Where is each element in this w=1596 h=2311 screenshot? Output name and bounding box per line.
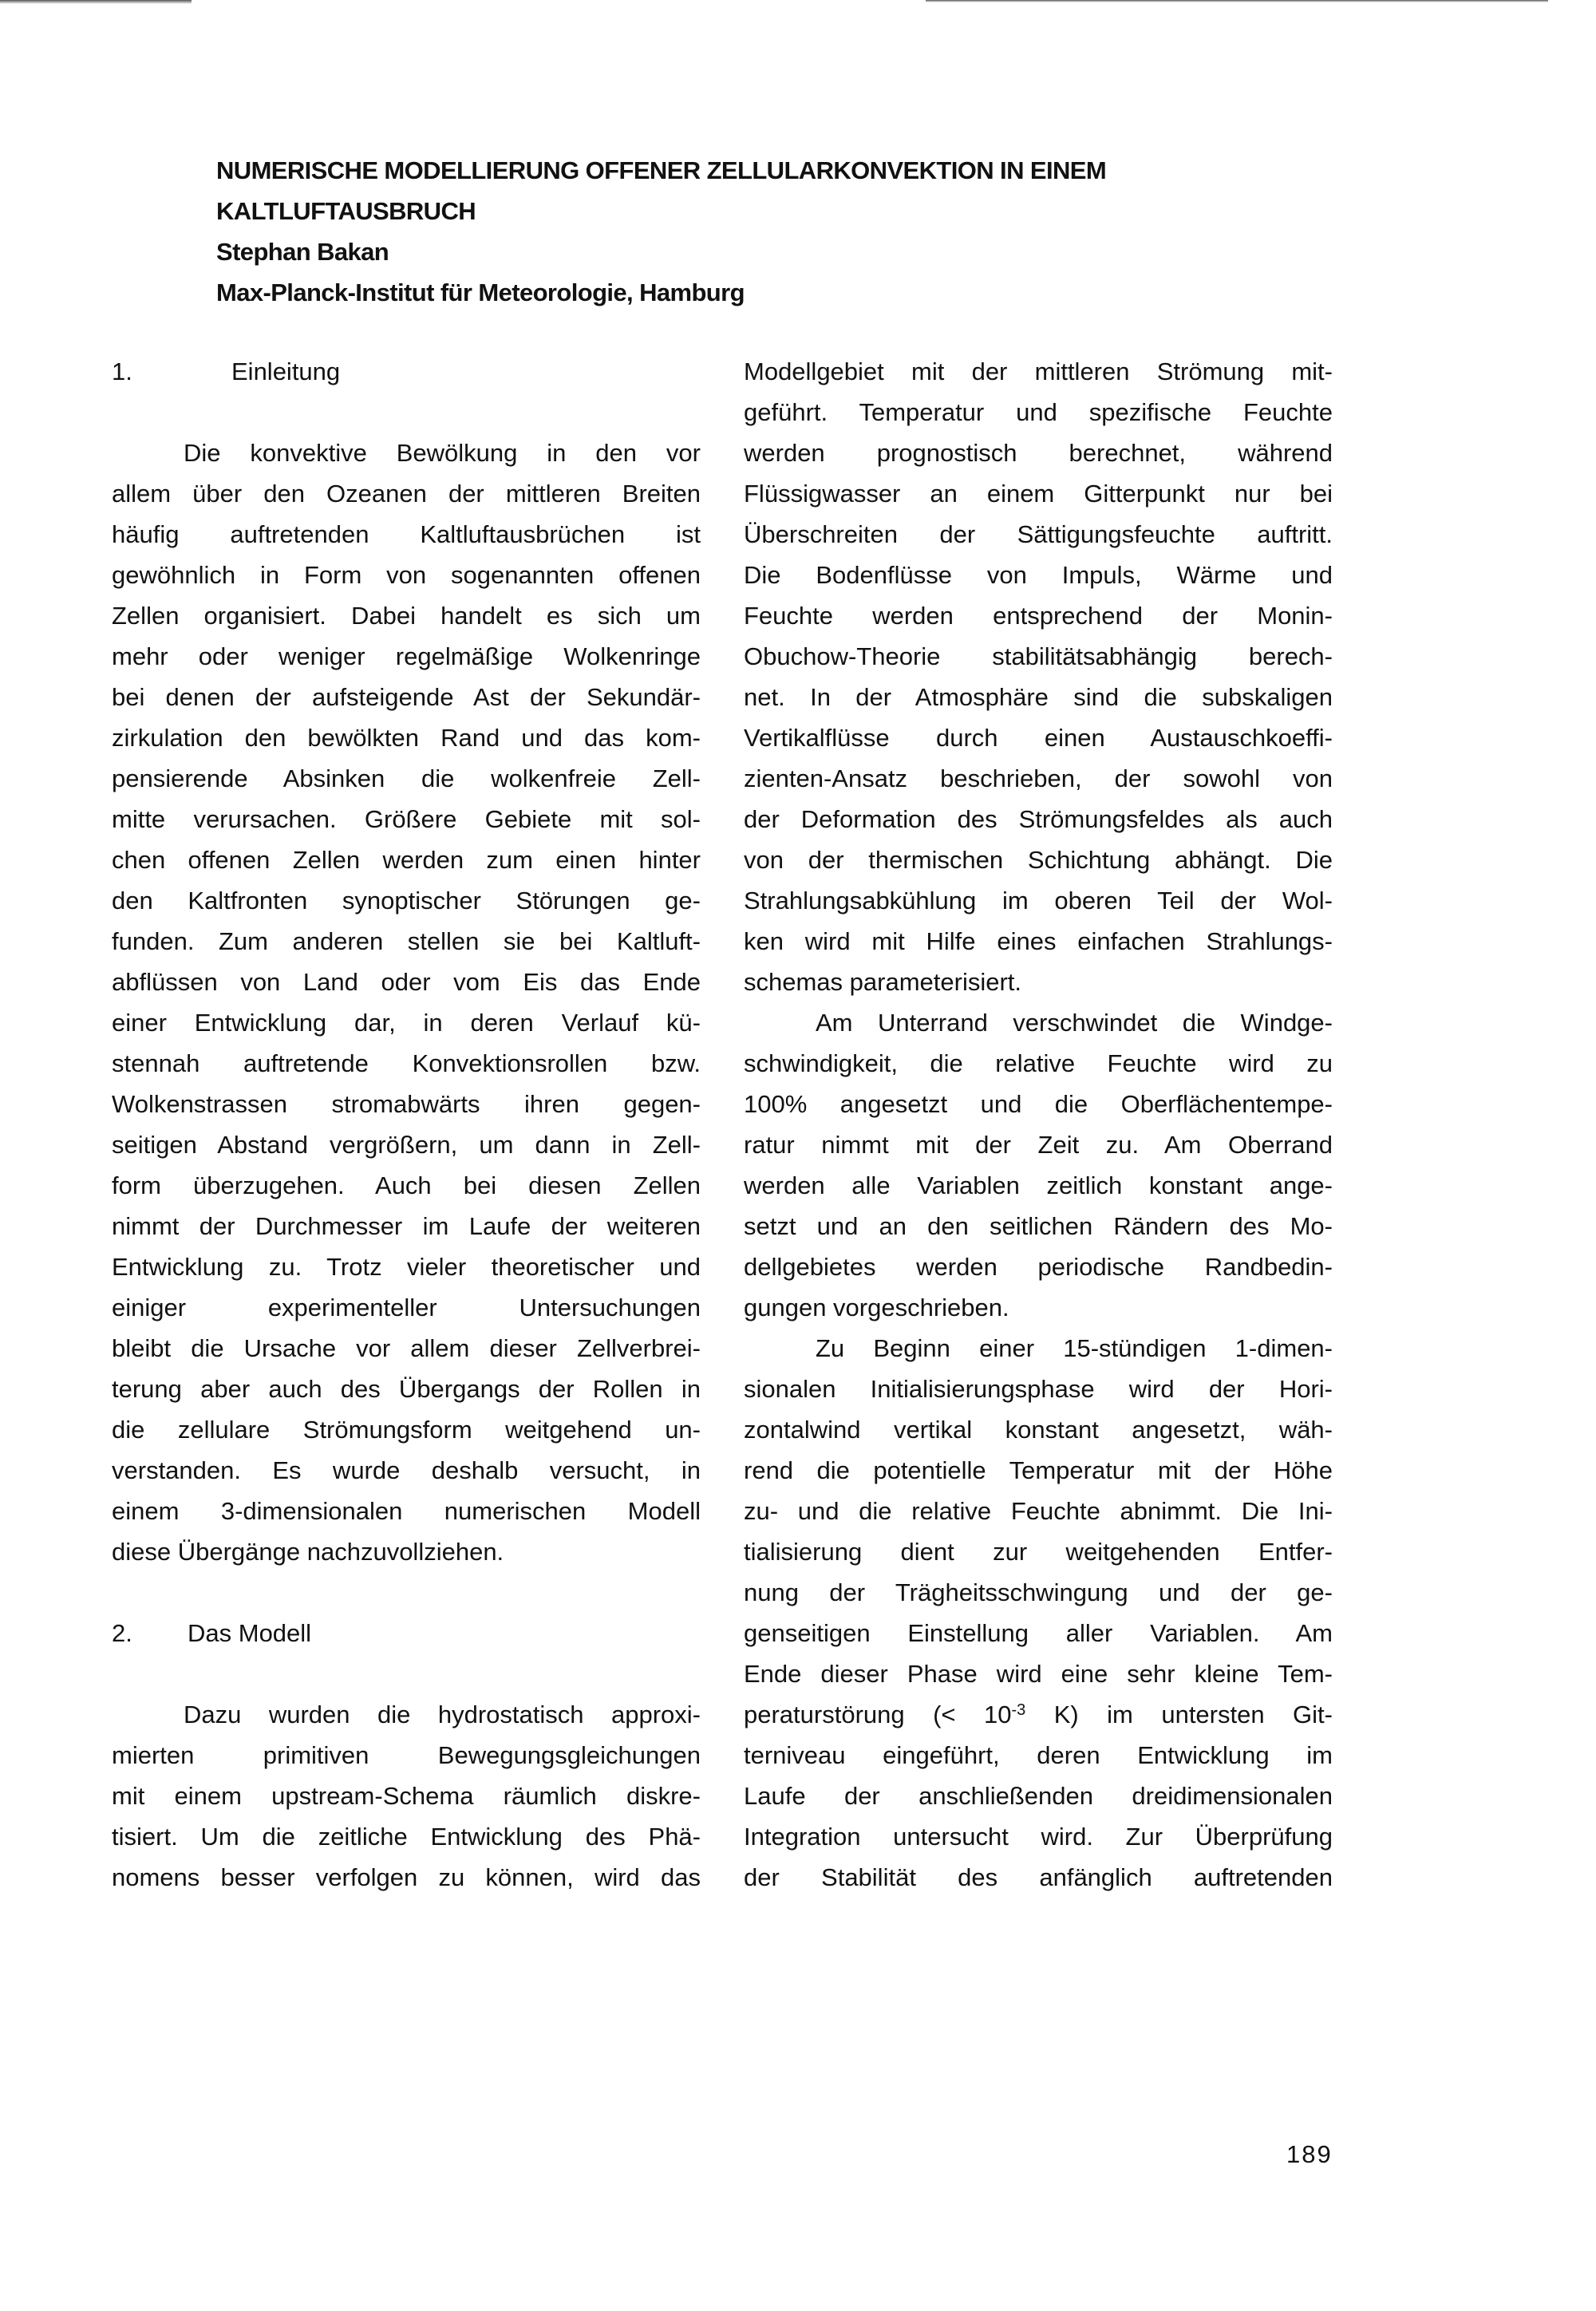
text-line: dellgebietes werden periodische Randbedin- <box>744 1253 1333 1281</box>
text-line: Modellgebiet mit der mittleren Strömung mit- <box>744 358 1333 385</box>
text-segment: K) im untersten Git- <box>1025 1701 1333 1728</box>
section-title: Einleitung <box>231 358 341 385</box>
section-title: Das Modell <box>188 1619 312 1647</box>
text-line: funden. Zum anderen stellen sie bei Kaltluft- <box>112 927 701 955</box>
text-line: häufig auftretenden Kaltluftausbrüchen ist <box>112 520 701 548</box>
text-line: form überzugehen. Auch bei diesen Zellen <box>112 1171 701 1199</box>
paragraph-model-cont <box>744 351 1333 1002</box>
text-line: nimmt der Durchmesser im Laufe der weiteren <box>112 1212 701 1240</box>
text-line: werden prognostisch berechnet, während <box>744 439 1333 467</box>
text-line: Dazu wurden die hydrostatisch approxi- <box>184 1701 701 1728</box>
text-line: schwindigkeit, die relative Feuchte wird zu <box>744 1049 1333 1077</box>
scan-edge-right <box>926 0 1548 2</box>
text-line: nung der Trägheitsschwingung und der ge- <box>744 1578 1333 1606</box>
text-segment: peraturstörung (< 10 <box>744 1701 1012 1728</box>
text-line: setzt und an den seitlichen Rändern des Mo- <box>744 1212 1333 1240</box>
text-line: schemas parameterisiert. <box>744 968 1022 996</box>
text-line: Zellen organisiert. Dabei handelt es sich um <box>112 602 701 630</box>
paper-affiliation: Max-Planck-Institut für Meteorologie, Hamburg <box>216 279 745 306</box>
text-line: ken wird mit Hilfe eines einfachen Strahlungs- <box>744 927 1333 955</box>
text-line: pensierende Absinken die wolkenfreie Zell- <box>112 764 701 792</box>
right-column <box>744 351 1333 1898</box>
text-line: der Stabilität des anfänglich auftretenden <box>744 1863 1333 1891</box>
text-line: mierten primitiven Bewegungsgleichungen <box>112 1741 701 1769</box>
text-line: Feuchte werden entsprechend der Monin- <box>744 602 1333 630</box>
text-line: bleibt die Ursache vor allem dieser Zellverbrei- <box>112 1334 701 1362</box>
text-line: zu- und die relative Feuchte abnimmt. Die Ini- <box>744 1497 1333 1525</box>
text-line: ratur nimmt mit der Zeit zu. Am Oberrand <box>744 1131 1333 1159</box>
text-line: net. In der Atmosphäre sind die subskaligen <box>744 683 1333 711</box>
text-line: seitigen Abstand vergrößern, um dann in Zell- <box>112 1131 701 1159</box>
text-line: terung aber auch des Übergangs der Rollen in <box>112 1375 701 1403</box>
paragraph-boundary <box>744 1002 1333 1328</box>
text-line: zirkulation den bewölkten Rand und das kom- <box>112 724 701 752</box>
text-line: allem über den Ozeanen der mittleren Breiten <box>112 480 701 508</box>
section-number: 2. <box>112 1619 132 1647</box>
text-line: 100% angesetzt und die Oberflächentempe- <box>744 1090 1333 1118</box>
text-line: sionalen Initialisierungsphase wird der Hori- <box>744 1375 1333 1403</box>
text-line: Die konvektive Bewölkung in den vor <box>184 439 701 467</box>
text-line: Zu Beginn einer 15-stündigen 1-dimen- <box>816 1334 1333 1362</box>
text-line: Die Bodenflüsse von Impuls, Wärme und <box>744 561 1333 589</box>
text-line: gungen vorgeschrieben. <box>744 1294 1009 1321</box>
text-line: Entwicklung zu. Trotz vieler theoretischer und <box>112 1253 701 1281</box>
text-line: abflüssen von Land oder vom Eis das Ende <box>112 968 701 996</box>
paper-author: Stephan Bakan <box>216 238 389 266</box>
text-line: mitte verursachen. Größere Gebiete mit sol- <box>112 805 701 833</box>
text-line: Obuchow-Theorie stabilitätsabhängig berech- <box>744 642 1333 670</box>
text-line: mit einem upstream-Schema räumlich diskre- <box>112 1782 701 1810</box>
text-line: stennah auftretende Konvektionsrollen bzw. <box>112 1049 701 1077</box>
scan-edge-left <box>0 0 192 4</box>
text-line: einer Entwicklung dar, in deren Verlauf kü- <box>112 1009 701 1037</box>
text-line: einiger experimenteller Untersuchungen <box>112 1294 701 1321</box>
page-number: 189 <box>1286 2140 1333 2168</box>
text-line: Laufe der anschließenden dreidimensionalen <box>744 1782 1333 1810</box>
left-column <box>112 351 701 1898</box>
text-line: diese Übergänge nachzuvollziehen. <box>112 1538 504 1566</box>
text-line: von der thermischen Schichtung abhängt. Die <box>744 846 1333 874</box>
text-line: Ende dieser Phase wird eine sehr kleine Tem- <box>744 1660 1333 1688</box>
text-line: genseitigen Einstellung aller Variablen. Am <box>744 1619 1333 1647</box>
text-line: die zellulare Strömungsform weitgehend un- <box>112 1416 701 1444</box>
text-line: Flüssigwasser an einem Gitterpunkt nur bei <box>744 480 1333 508</box>
text-line: Wolkenstrassen stromabwärts ihren gegen- <box>112 1090 701 1118</box>
section-heading-1 <box>112 351 701 392</box>
text-line: Am Unterrand verschwindet die Windge- <box>816 1009 1333 1037</box>
text-line: Strahlungsabkühlung im oberen Teil der Wol- <box>744 887 1333 915</box>
text-line: zontalwind vertikal konstant angesetzt, wäh- <box>744 1416 1333 1444</box>
text-line: verstanden. Es wurde deshalb versucht, in <box>112 1456 701 1484</box>
text-line: geführt. Temperatur und spezifische Feuchte <box>744 398 1333 426</box>
text-line: tialisierung dient zur weitgehenden Entfer- <box>744 1538 1333 1566</box>
text-line: Vertikalflüsse durch einen Austauschkoeffi- <box>744 724 1333 752</box>
text-line: Integration untersucht wird. Zur Überprüfung <box>744 1823 1333 1851</box>
text-line: den Kaltfronten synoptischer Störungen ge- <box>112 887 701 915</box>
text-line: bei denen der aufsteigende Ast der Sekundär- <box>112 683 701 711</box>
section-number: 1. <box>112 358 132 385</box>
text-line: der Deformation des Strömungsfeldes als auch <box>744 805 1333 833</box>
paragraph-initialization <box>744 1328 1333 1898</box>
text-line: terniveau eingeführt, deren Entwicklung im <box>744 1741 1333 1769</box>
text-line: nomens besser verfolgen zu können, wird das <box>112 1863 701 1891</box>
text-line: rend die potentielle Temperatur mit der Höhe <box>744 1456 1333 1484</box>
paper-header <box>216 150 1254 313</box>
text-line: gewöhnlich in Form von sogenannten offenen <box>112 561 701 589</box>
paper-title-line-2: KALTLUFTAUSBRUCH <box>216 197 476 225</box>
exponent: -3 <box>1011 1701 1026 1719</box>
text-line: einem 3-dimensionalen numerischen Modell <box>112 1497 701 1525</box>
text-line: Überschreiten der Sättigungsfeuchte auftritt. <box>744 520 1333 548</box>
paragraph-intro <box>112 433 701 1572</box>
text-line: chen offenen Zellen werden zum einen hinter <box>112 846 701 874</box>
paper-title-line-1: NUMERISCHE MODELLIERUNG OFFENER ZELLULARKONVEKTION IN EINEM <box>216 156 1107 184</box>
paragraph-model <box>112 1694 701 1898</box>
section-heading-2 <box>112 1613 701 1653</box>
text-line: tisiert. Um die zeitliche Entwicklung des Phä- <box>112 1823 701 1851</box>
text-line-with-superscript <box>744 1694 1333 1735</box>
text-line: zienten-Ansatz beschrieben, der sowohl von <box>744 764 1333 792</box>
text-line: mehr oder weniger regelmäßige Wolkenringe <box>112 642 701 670</box>
text-line: werden alle Variablen zeitlich konstant ange- <box>744 1171 1333 1199</box>
